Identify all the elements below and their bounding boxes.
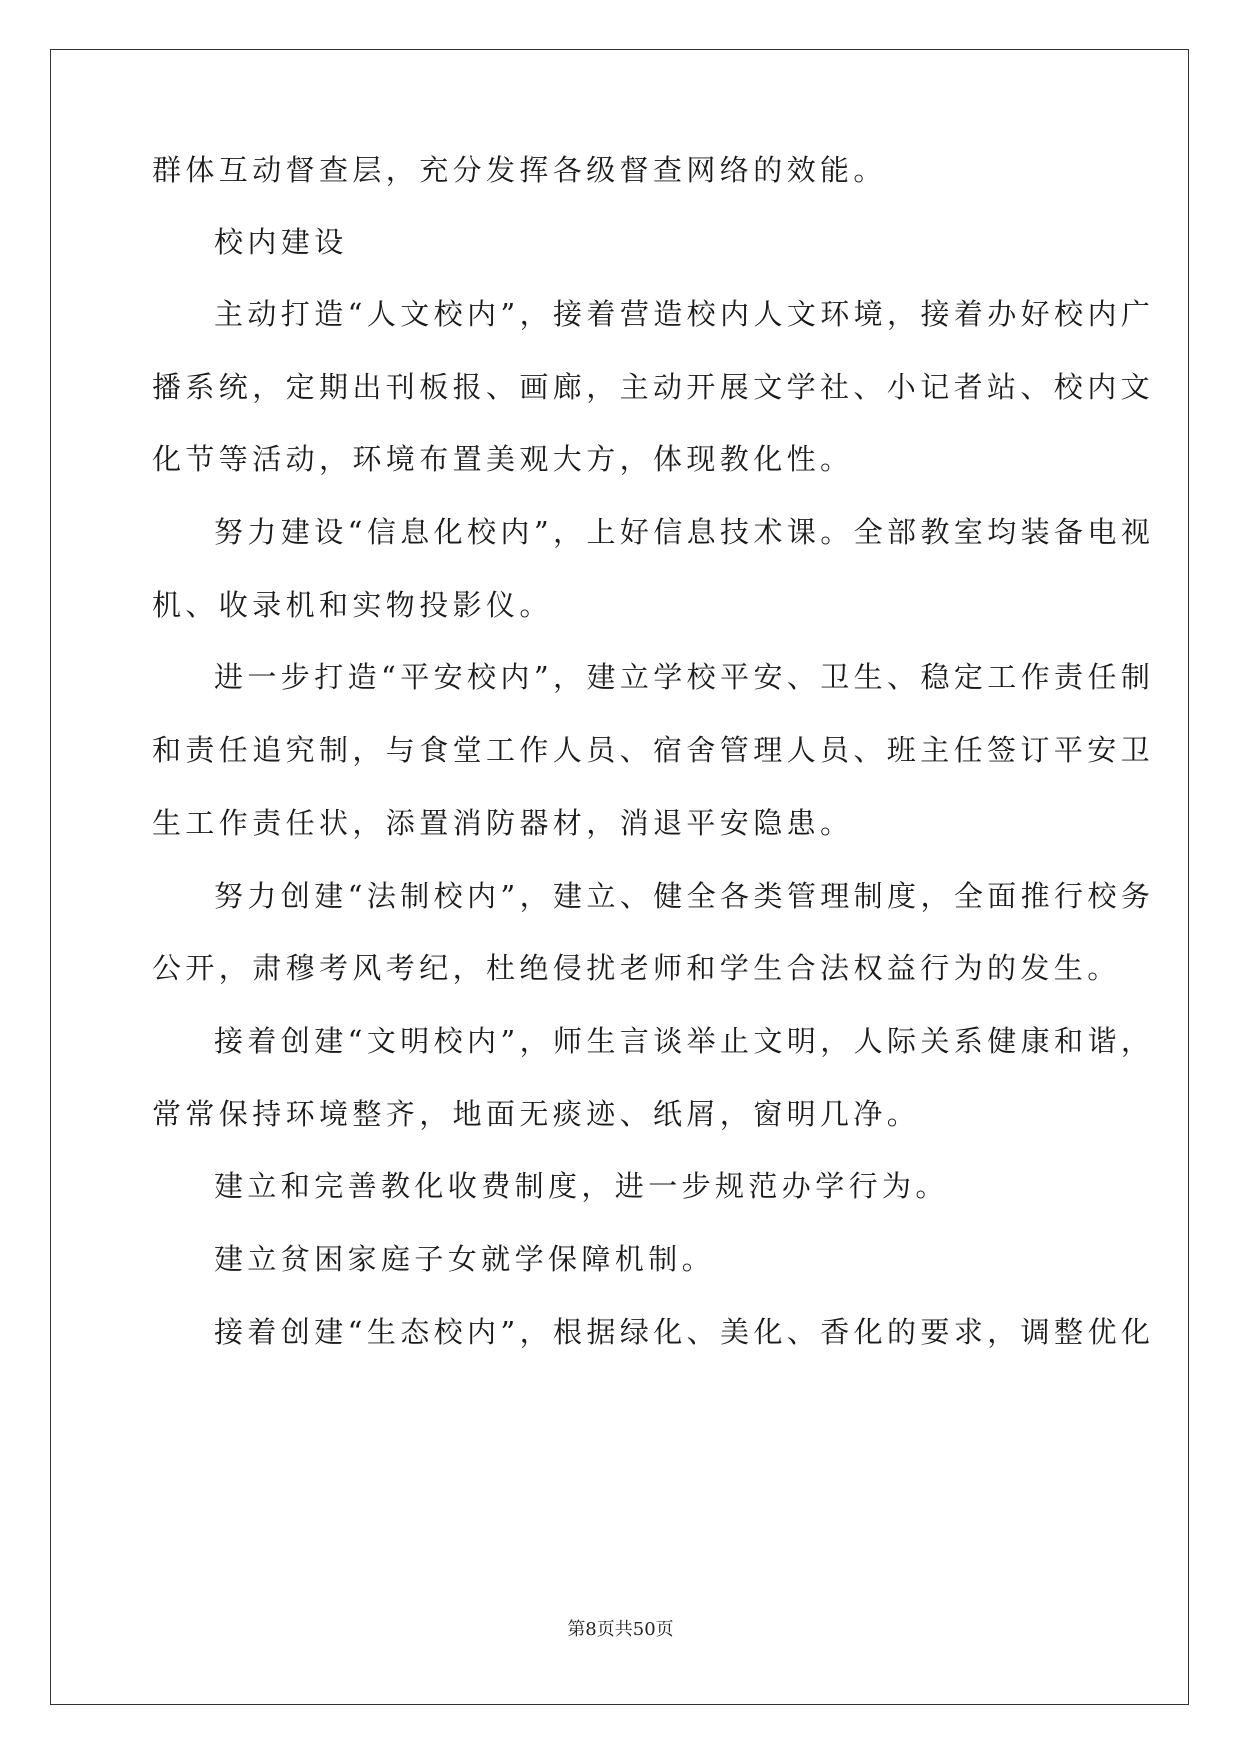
page-total: 共50页 <box>614 1619 674 1640</box>
paragraph-line: 和责任追究制，与食堂工作人员、宿舍管理人员、班主任签订平安卫 <box>152 733 1155 767</box>
paragraph-line: 努力创建“法制校内”，建立、健全各类管理制度，全面推行校务 <box>214 879 1155 913</box>
page-footer <box>0 1618 1241 1642</box>
paragraph-line: 努力建设“信息化校内”，上好信息技术课。全部教室均装备电视 <box>214 515 1155 549</box>
paragraph-line: 常常保持环境整齐，地面无痰迹、纸屑，窗明几净。 <box>152 1097 921 1131</box>
paragraph-line: 接着创建“生态校内”，根据绿化、美化、香化的要求，调整优化 <box>214 1315 1155 1349</box>
paragraph-line: 机、收录机和实物投影仪。 <box>152 588 553 622</box>
paragraph-line: 建立贫困家庭子女就学保障机制。 <box>214 1242 716 1276</box>
paragraph-line: 主动打造“人文校内”，接着营造校内人文环境，接着办好校内广 <box>214 297 1155 331</box>
paragraph-line: 化节等活动，环境布置美观大方，体现教化性。 <box>152 442 854 476</box>
paragraph-line: 建立和完善教化收费制度，进一步规范办学行为。 <box>214 1169 949 1203</box>
paragraph-line: 接着创建“文明校内”，师生言谈举止文明，人际关系健康和谐， <box>214 1024 1155 1058</box>
paragraph-line: 公开，肃穆考风考纪，杜绝侵扰老师和学生合法权益行为的发生。 <box>152 951 1121 985</box>
paragraph-line: 进一步打造“平安校内”，建立学校平安、卫生、稳定工作责任制 <box>214 660 1155 694</box>
paragraph-line: 群体互动督查层，充分发挥各级督查网络的效能。 <box>152 153 887 187</box>
paragraph-line: 播系统，定期出刊板报、画廊，主动开展文学社、小记者站、校内文 <box>152 370 1155 404</box>
paragraph-line: 生工作责任状，添置消防器材，消退平安隐患。 <box>152 806 854 840</box>
section-heading: 校内建设 <box>214 225 348 259</box>
page-number: 第8页 <box>567 1619 615 1640</box>
